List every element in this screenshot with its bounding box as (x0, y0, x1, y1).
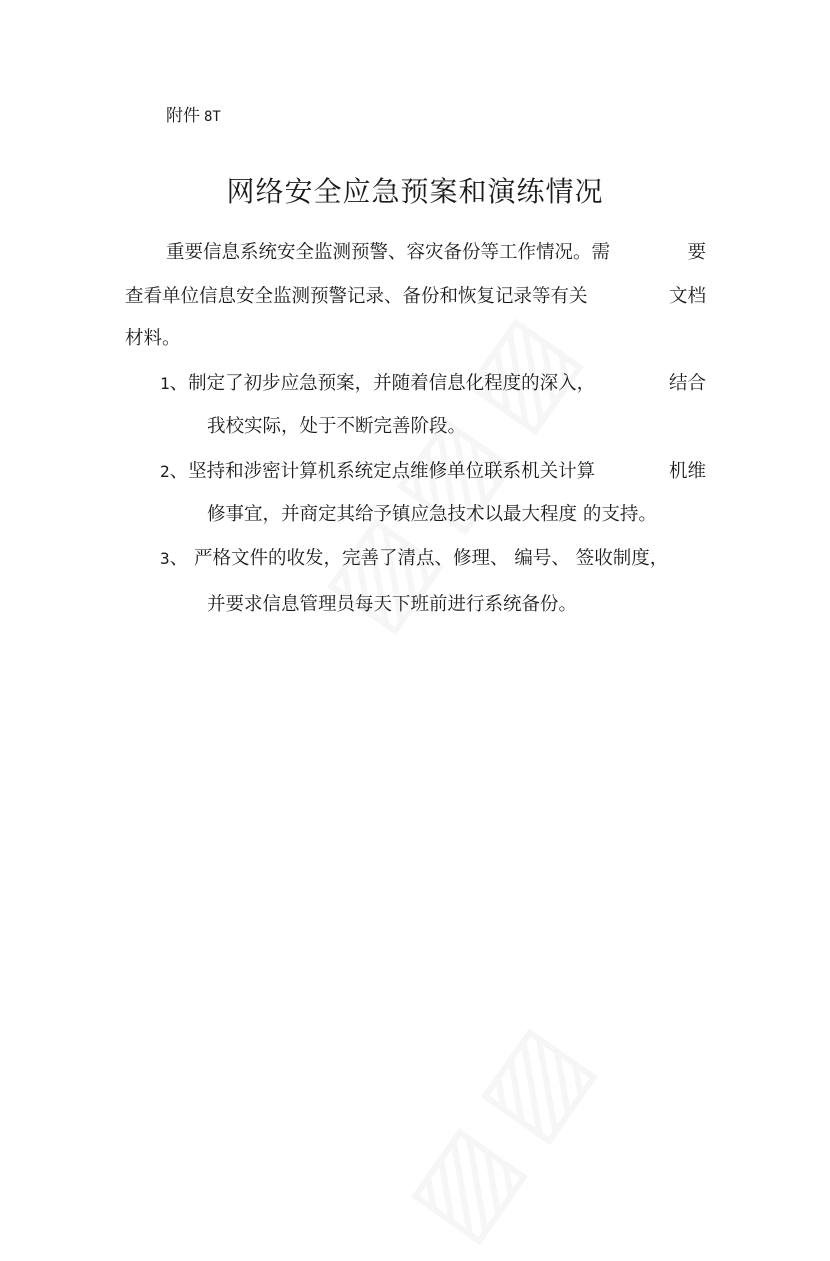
list-item-2-head (160, 457, 595, 487)
attachment-text: 附件 (166, 106, 200, 126)
list-item-1-number: 1 (160, 374, 170, 393)
list-item-3-line-2: 并要求信息管理员每天下班前进行系统备份。 (207, 594, 578, 615)
intro-line-2 (125, 282, 706, 312)
list-item-2-line-1 (160, 457, 706, 487)
list-item-1-tail: 结合 (668, 373, 706, 394)
list-item-1-line-1 (160, 369, 706, 399)
intro-line-3: 材料。 (125, 328, 181, 349)
list-item-2-text: 、坚持和涉密计算机系统定点维修单位联系机关计算 (169, 461, 596, 482)
list-item-3-text: 、 严格文件的收发，完善了清点、修理、 编号、 签收制度， (169, 548, 669, 569)
list-item-1-text: 、制定了初步应急预案，并随着信息化程度的深入， (169, 373, 596, 394)
document-title: 网络安全应急预案和演练情况 (226, 175, 604, 208)
list-item-2-number: 2 (160, 462, 170, 481)
attachment-code: 8T (204, 109, 221, 125)
list-item-3-number: 3 (160, 549, 170, 568)
intro-line-1-tail: 要 (687, 242, 706, 263)
intro-line-2-text: 查看单位信息安全监测预警记录、备份和恢复记录等有关 (125, 286, 588, 307)
list-item-1-head (160, 369, 595, 399)
list-item-2-line-2: 修事宜，并商定其给予镇应急技术以最大程度 的支持。 (207, 504, 657, 525)
intro-line-2-tail: 文档 (668, 286, 706, 307)
list-item-3-line-1 (160, 544, 668, 574)
intro-line-1 (166, 238, 706, 268)
intro-line-1-text: 重要信息系统安全监测预警、容灾备份等工作情况。需 (166, 242, 611, 263)
watermark-graphic-bottom (380, 987, 625, 1260)
list-item-1-line-2: 我校实际，处于不断完善阶段。 (207, 416, 467, 437)
list-item-2-tail: 机维 (668, 461, 706, 482)
attachment-label (166, 104, 221, 129)
